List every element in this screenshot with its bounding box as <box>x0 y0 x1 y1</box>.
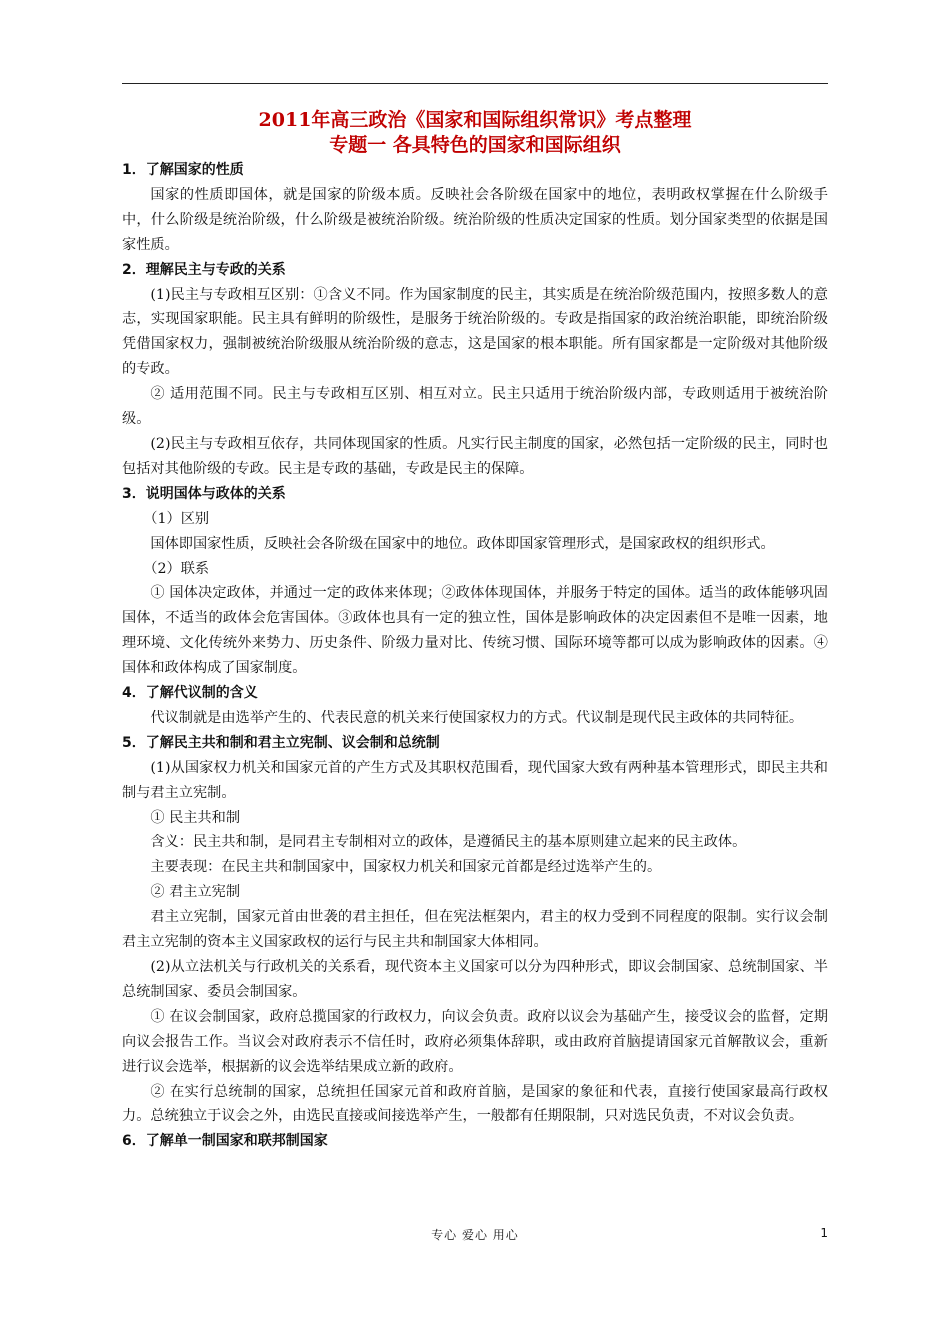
paragraph: 国家的性质即国体，就是国家的阶级本质。反映社会各阶级在国家中的地位，表明政权掌握在什么阶级手中，什么阶级是统治阶级，什么阶级是被统治阶级。统治阶级的性质决定国家的性质。划分国家类型的依据是国家性质。 <box>122 186 828 253</box>
paragraph: 含义：民主共和制，是同君主专制相对立的政体，是遵循民主的基本原则建立起来的民主政体。 <box>150 834 747 851</box>
document-title: 2011年高三政治《国家和国际组织常识》考点整理 <box>258 109 692 131</box>
paragraph: ① 在议会制国家，政府总揽国家的行政权力，向议会负责。政府以议会为基础产生，接受议会的监督，定期向议会报告工作。当议会对政府表示不信任时，政府必须集体辞职，或由政府首脑提请国家元首解散议会，重新进行议会选举，根据新的议会选举结果成立新的政府。 <box>122 1008 828 1075</box>
paragraph: 主要表现：在民主共和制国家中，国家权力机关和国家元首都是经过选举产生的。 <box>150 859 662 876</box>
paragraph: ① 国体决定政体，并通过一定的政体来体现；②政体体现国体，并服务于特定的国体。适当的政体能够巩固国体，不适当的政体会危害国体。③政体也具有一定的独立性，国体是影响政体的决定因素但不是唯一因素，地理环境、文化传统外来势力、历史条件、阶级力量对比、传统习惯、国际环境等都可以成为影响政体的因素。④国体和政体构成了国家制度。 <box>122 585 828 677</box>
paragraph: 国体即国家性质，反映社会各阶级在国家中的地位。政体即国家管理形式，是国家政权的组织形式。 <box>150 535 775 552</box>
subheading: （1）区别 <box>143 510 210 527</box>
paragraph: (2)从立法机关与行政机关的关系看，现代资本主义国家可以分为四种形式，即议会制国家、总统制国家、半总统制国家、委员会制国家。 <box>122 959 828 1000</box>
subheading: ② 君主立宪制 <box>150 884 241 901</box>
paragraph: ② 适用范围不同。民主与专政相互区别、相互对立。民主只适用于统治阶级内部，专政则适用于被统治阶级。 <box>122 386 828 428</box>
section-heading-5: 5．了解民主共和制和君主立宪制、议会制和总统制 <box>122 734 440 751</box>
section-heading-4: 4．了解代议制的含义 <box>122 685 258 702</box>
subheading: （2）联系 <box>143 560 210 577</box>
section-heading-1: 1．了解国家的性质 <box>122 162 244 178</box>
paragraph: 代议制就是由选举产生的、代表民意的机关来行使国家权力的方式。代议制是现代民主政体的共同特征。 <box>150 709 804 726</box>
paragraph: ② 在实行总统制的国家，总统担任国家元首和政府首脑，是国家的象征和代表，直接行使国家最高行政权力。总统独立于议会之外，由选民直接或间接选举产生，一般都有任期限制，只对选民负责，不对议会负责。 <box>122 1083 828 1125</box>
document-body <box>122 158 828 1154</box>
section-heading-6: 6．了解单一制国家和联邦制国家 <box>122 1133 328 1150</box>
section-heading-3: 3．说明国体与政体的关系 <box>122 485 286 502</box>
paragraph: (1)民主与专政相互区别：①含义不同。作为国家制度的民主，其实质是在统治阶级范围内，按照多数人的意志，实现国家职能。民主具有鲜明的阶级性，是服务于统治阶级的。专政是指国家的政治统治职能，即统治阶级凭借国家权力，强制被统治阶级服从统治阶级的意志，这是国家的根本职能。所有国家都是一定阶级对其他阶级的专政。 <box>122 286 828 378</box>
page-number: 1 <box>820 1226 828 1240</box>
subheading: ① 民主共和制 <box>150 809 241 826</box>
page-footer <box>122 1226 828 1246</box>
paragraph: 君主立宪制，国家元首由世袭的君主担任，但在宪法框架内，君主的权力受到不同程度的限制。实行议会制君主立宪制的资本主义国家政权的运行与民主共和制国家大体相同。 <box>122 909 828 951</box>
footer-motto: 专心 爱心 用心 <box>431 1228 519 1242</box>
document-subtitle: 专题一 各具特色的国家和国际组织 <box>329 134 621 156</box>
section-heading-2: 2．理解民主与专政的关系 <box>122 261 286 278</box>
paragraph: (1)从国家权力机关和国家元首的产生方式及其职权范围看，现代国家大致有两种基本管理形式，即民主共和制与君主立宪制。 <box>122 759 828 801</box>
paragraph: (2)民主与专政相互依存，共同体现国家的性质。凡实行民主制度的国家，必然包括一定阶级的民主，同时也包括对其他阶级的专政。民主是专政的基础，专政是民主的保障。 <box>122 435 828 477</box>
header-rule <box>122 83 828 84</box>
